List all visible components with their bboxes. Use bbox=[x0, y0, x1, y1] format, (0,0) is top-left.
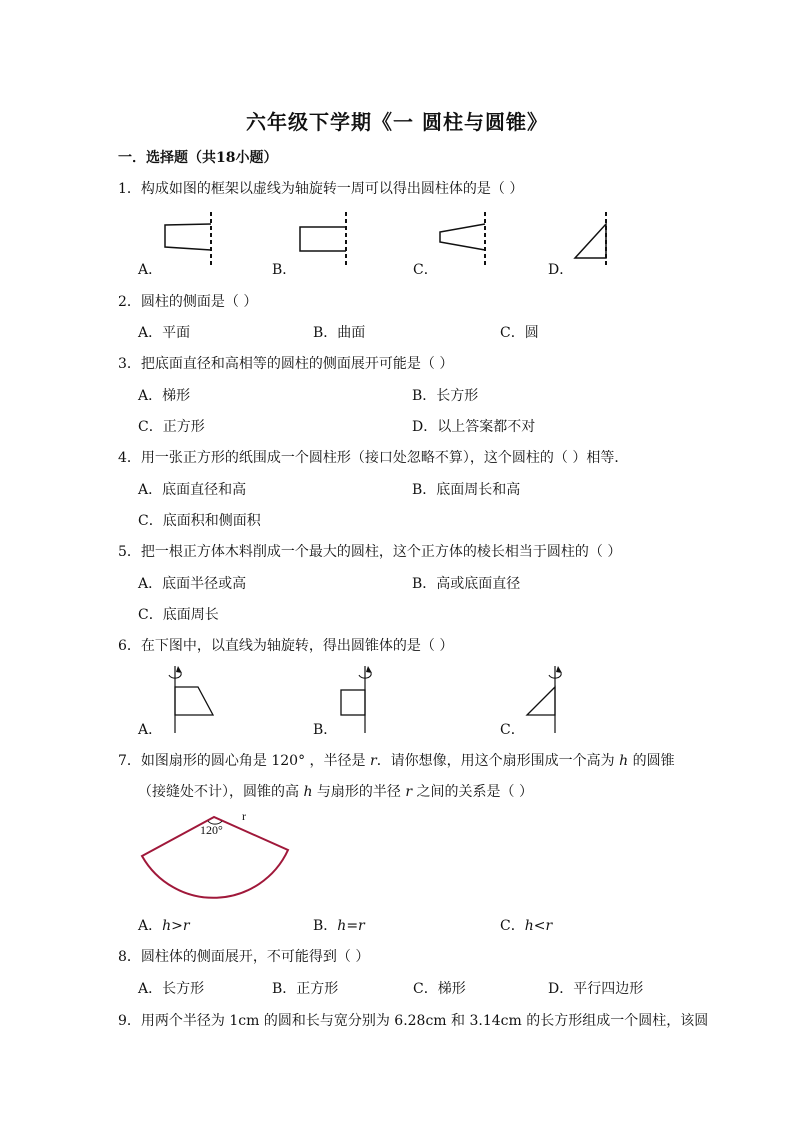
q1-option-c: C． bbox=[413, 262, 438, 278]
q3-option-a: A．梯形 bbox=[138, 388, 191, 404]
q7-angle-label: 120° bbox=[200, 823, 223, 837]
q1-option-d: D． bbox=[548, 262, 574, 278]
q3-option-c: C．正方形 bbox=[138, 419, 205, 435]
q1-figure-a bbox=[160, 210, 220, 270]
q4-option-c: C．底面积和侧面积 bbox=[138, 513, 261, 529]
question-1: 1．构成如图的框架以虚线为轴旋转一周可以得出圆柱体的是（ ） bbox=[118, 181, 524, 197]
q1-figure-c bbox=[435, 210, 495, 270]
q3-option-b: B．长方形 bbox=[412, 388, 479, 404]
q1-option-a: A． bbox=[138, 262, 163, 278]
question-8: 8．圆柱体的侧面展开，不可能得到（ ） bbox=[118, 949, 370, 965]
question-3: 3．把底面直径和高相等的圆柱的侧面展开可能是（ ） bbox=[118, 356, 454, 372]
question-7-line-1: 7．如图扇形的圆心角是 120° ，半径是 r．请你想像，用这个扇形围成一个高为 h 的圆锥 bbox=[118, 753, 675, 769]
question-5: 5．把一根正方体木料削成一个最大的圆柱，这个正方体的棱长相当于圆柱的（ ） bbox=[118, 544, 622, 560]
q7-sector-figure bbox=[138, 810, 298, 905]
q4-option-b: B．底面周长和高 bbox=[412, 482, 521, 498]
q8-option-b: B．正方形 bbox=[272, 981, 339, 997]
q7-option-a: A．h>r bbox=[138, 918, 190, 934]
q8-option-d: D．平行四边形 bbox=[548, 981, 644, 997]
q8-option-c: C．梯形 bbox=[413, 981, 466, 997]
q8-option-a: A．长方形 bbox=[138, 981, 205, 997]
q1-figure-b bbox=[295, 210, 355, 270]
q5-option-b: B．高或底面直径 bbox=[412, 576, 521, 592]
q7-option-c: C．h<r bbox=[500, 918, 553, 934]
q5-option-c: C．底面周长 bbox=[138, 607, 219, 623]
q5-option-a: A．底面半径或高 bbox=[138, 576, 247, 592]
q4-option-a: A．底面直径和高 bbox=[138, 482, 247, 498]
q1-figure-d bbox=[570, 210, 630, 270]
page-title: 六年级下学期《一 圆柱与圆锥》 bbox=[246, 110, 548, 134]
q2-option-b: B．曲面 bbox=[313, 325, 366, 341]
question-6: 6．在下图中，以直线为轴旋转，得出圆锥体的是（ ） bbox=[118, 638, 454, 654]
q6-figure-c bbox=[522, 663, 582, 733]
q1-option-b: B． bbox=[272, 262, 297, 278]
q6-figure-a bbox=[165, 663, 225, 733]
q6-option-b: B． bbox=[313, 722, 338, 738]
question-7-line-2: （接缝处不计），圆锥的高 h 与扇形的半径 r 之间的关系是（ ） bbox=[138, 784, 533, 800]
q2-option-a: A．平面 bbox=[138, 325, 191, 341]
section-heading: 一．选择题（共18小题） bbox=[118, 150, 278, 166]
q7-radius-label: r bbox=[242, 809, 246, 823]
question-4: 4．用一张正方形的纸围成一个圆柱形（接口处忽略不算），这个圆柱的（ ）相等． bbox=[118, 450, 629, 466]
question-9: 9．用两个半径为 1cm 的圆和长与宽分别为 6.28cm 和 3.14cm 的长方形组成一个圆柱，该圆 bbox=[118, 1013, 709, 1029]
q3-option-d: D．以上答案都不对 bbox=[412, 419, 536, 435]
q7-option-b: B．h=r bbox=[313, 918, 365, 934]
q6-option-c: C． bbox=[500, 722, 525, 738]
q6-figure-b bbox=[335, 663, 395, 733]
q6-option-a: A． bbox=[138, 722, 163, 738]
q2-option-c: C．圆 bbox=[500, 325, 539, 341]
question-2: 2．圆柱的侧面是（ ） bbox=[118, 294, 258, 310]
